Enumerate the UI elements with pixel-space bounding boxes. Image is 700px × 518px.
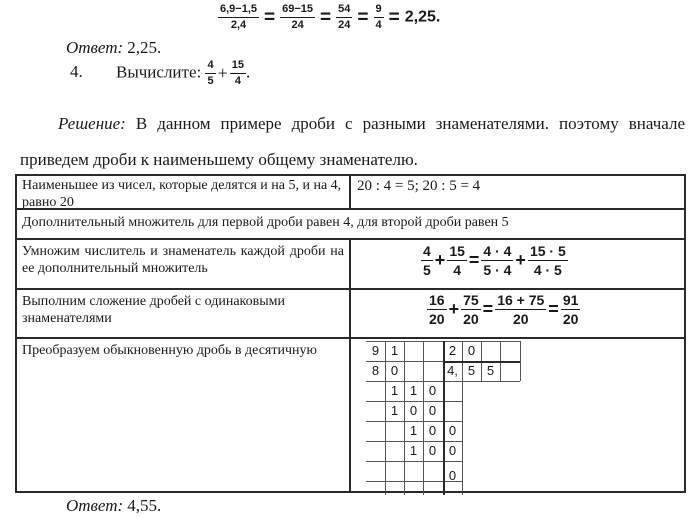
- table-cell-multiply-math: $\frac{4}{5}$ + $\frac{15}{4}$ = $\frac{4 \cdot 4}{5 \cdot 4}$ + $\frac{15 \cdot 5}{4 \cdot 5}$: [423, 243, 566, 278]
- division-remainder-digit: 1: [409, 383, 418, 398]
- table-cell-add-math: $\frac{16}{20}$ + $\frac{75}{20}$ = $\frac{16 + 75}{20}$ = $\frac{91}{20}$: [429, 292, 579, 327]
- division-remainder-digit: 0: [428, 423, 437, 438]
- answer-label: Ответ:: [66, 38, 124, 57]
- fraction: $\frac{4}{5}$: [423, 243, 431, 278]
- fraction: $\frac{15 \cdot 5}{4 \cdot 5}$: [529, 243, 566, 278]
- solution-table: [15, 174, 686, 493]
- answer-label: Ответ:: [66, 496, 124, 515]
- fraction: $\frac{4 \cdot 4}{5 \cdot 4}$: [483, 243, 512, 278]
- table-cell-convert-text: Преобразуем обыкновенную дробь в десятичную: [22, 343, 317, 358]
- table-cell-lcm-calc: 20 : 4 = 5; 20 : 5 = 4: [357, 178, 481, 194]
- division-final-remainder: 0: [448, 468, 457, 483]
- solution-paragraph: [20, 106, 685, 178]
- fraction: $\frac{75}{20}$: [463, 292, 479, 327]
- fraction: $\frac{16 + 75}{20}$: [497, 292, 545, 327]
- division-quotient-digit: 5: [486, 363, 495, 378]
- table-cell-multiply-text: Умножим числитель и знаменатель каждой дроби на ее дополнительный множитель: [22, 244, 344, 276]
- division-dividend-digit: 9: [371, 343, 380, 358]
- fraction: $\frac{16}{20}$: [429, 292, 445, 327]
- task-statement: 4. Вычислите: $\frac{4}{5}$ + $\frac{15}{4}$ .: [70, 59, 251, 87]
- division-sub-digit: 1: [390, 403, 399, 418]
- division-sub-digit: 0: [448, 443, 457, 458]
- fraction: $\frac{9}{4}$: [375, 3, 382, 31]
- task-number: 4.: [70, 62, 83, 82]
- solution-label: Решение:: [58, 114, 126, 133]
- division-quotient-digit: 4,: [447, 363, 458, 378]
- answer-line: [66, 496, 161, 516]
- fraction: $\frac{6,9-1,5}{2,4}$: [220, 3, 258, 31]
- table-cell-add-text: Выполним сложение дробей с одинаковыми знаменателями: [22, 294, 285, 326]
- division-remainder-digit: 1: [390, 383, 399, 398]
- table-cell-multipliers: Дополнительный множитель для первой дроби равен 4, для второй дроби равен 5: [22, 215, 509, 230]
- division-sub-digit: 1: [409, 443, 418, 458]
- division-divisor-digit: 2: [448, 343, 457, 358]
- equation-result: 2,25.: [404, 8, 441, 26]
- division-sub-digit: 0: [428, 403, 437, 418]
- division-sub-digit: 8: [371, 363, 380, 378]
- solution-text: В данном примере дроби с разными знаменателями. поэтому вначале приведем дроби к наименьшему общему знаменателю.: [20, 114, 685, 169]
- division-quotient-digit: 5: [467, 363, 476, 378]
- division-sub-digit: 0: [428, 443, 437, 458]
- division-remainder-digit: 0: [428, 383, 437, 398]
- division-sub-digit: 0: [409, 403, 418, 418]
- answer-line: [66, 38, 161, 58]
- top-equation: $\frac{6,9-1,5}{2,4}$ = $\frac{69-15}{24}$ = $\frac{54}{24}$ = $\frac{9}{4}$ = 2,25.: [220, 3, 441, 31]
- answer-value: 2,25.: [127, 38, 162, 57]
- fraction: $\frac{4}{5}$: [207, 59, 214, 87]
- fraction: $\frac{15}{4}$: [231, 59, 245, 87]
- fraction: $\frac{15}{4}$: [449, 243, 465, 278]
- division-remainder-digit: 1: [409, 423, 418, 438]
- fraction: $\frac{91}{20}$: [562, 292, 579, 327]
- division-remainder-digit: 0: [448, 423, 457, 438]
- answer-value: 4,55.: [127, 496, 162, 515]
- fraction: $\frac{54}{24}$: [338, 3, 351, 31]
- task-text: Вычислите:: [116, 62, 202, 82]
- fraction: $\frac{69-15}{24}$: [282, 3, 314, 31]
- table-cell-lcm-text: Наименьшее из чисел, которые делятся и на 5, и на 4, равно 20: [22, 178, 342, 210]
- division-sub-digit: 0: [390, 363, 399, 378]
- division-dividend-digit: 1: [390, 343, 399, 358]
- division-divisor-digit: 0: [467, 343, 476, 358]
